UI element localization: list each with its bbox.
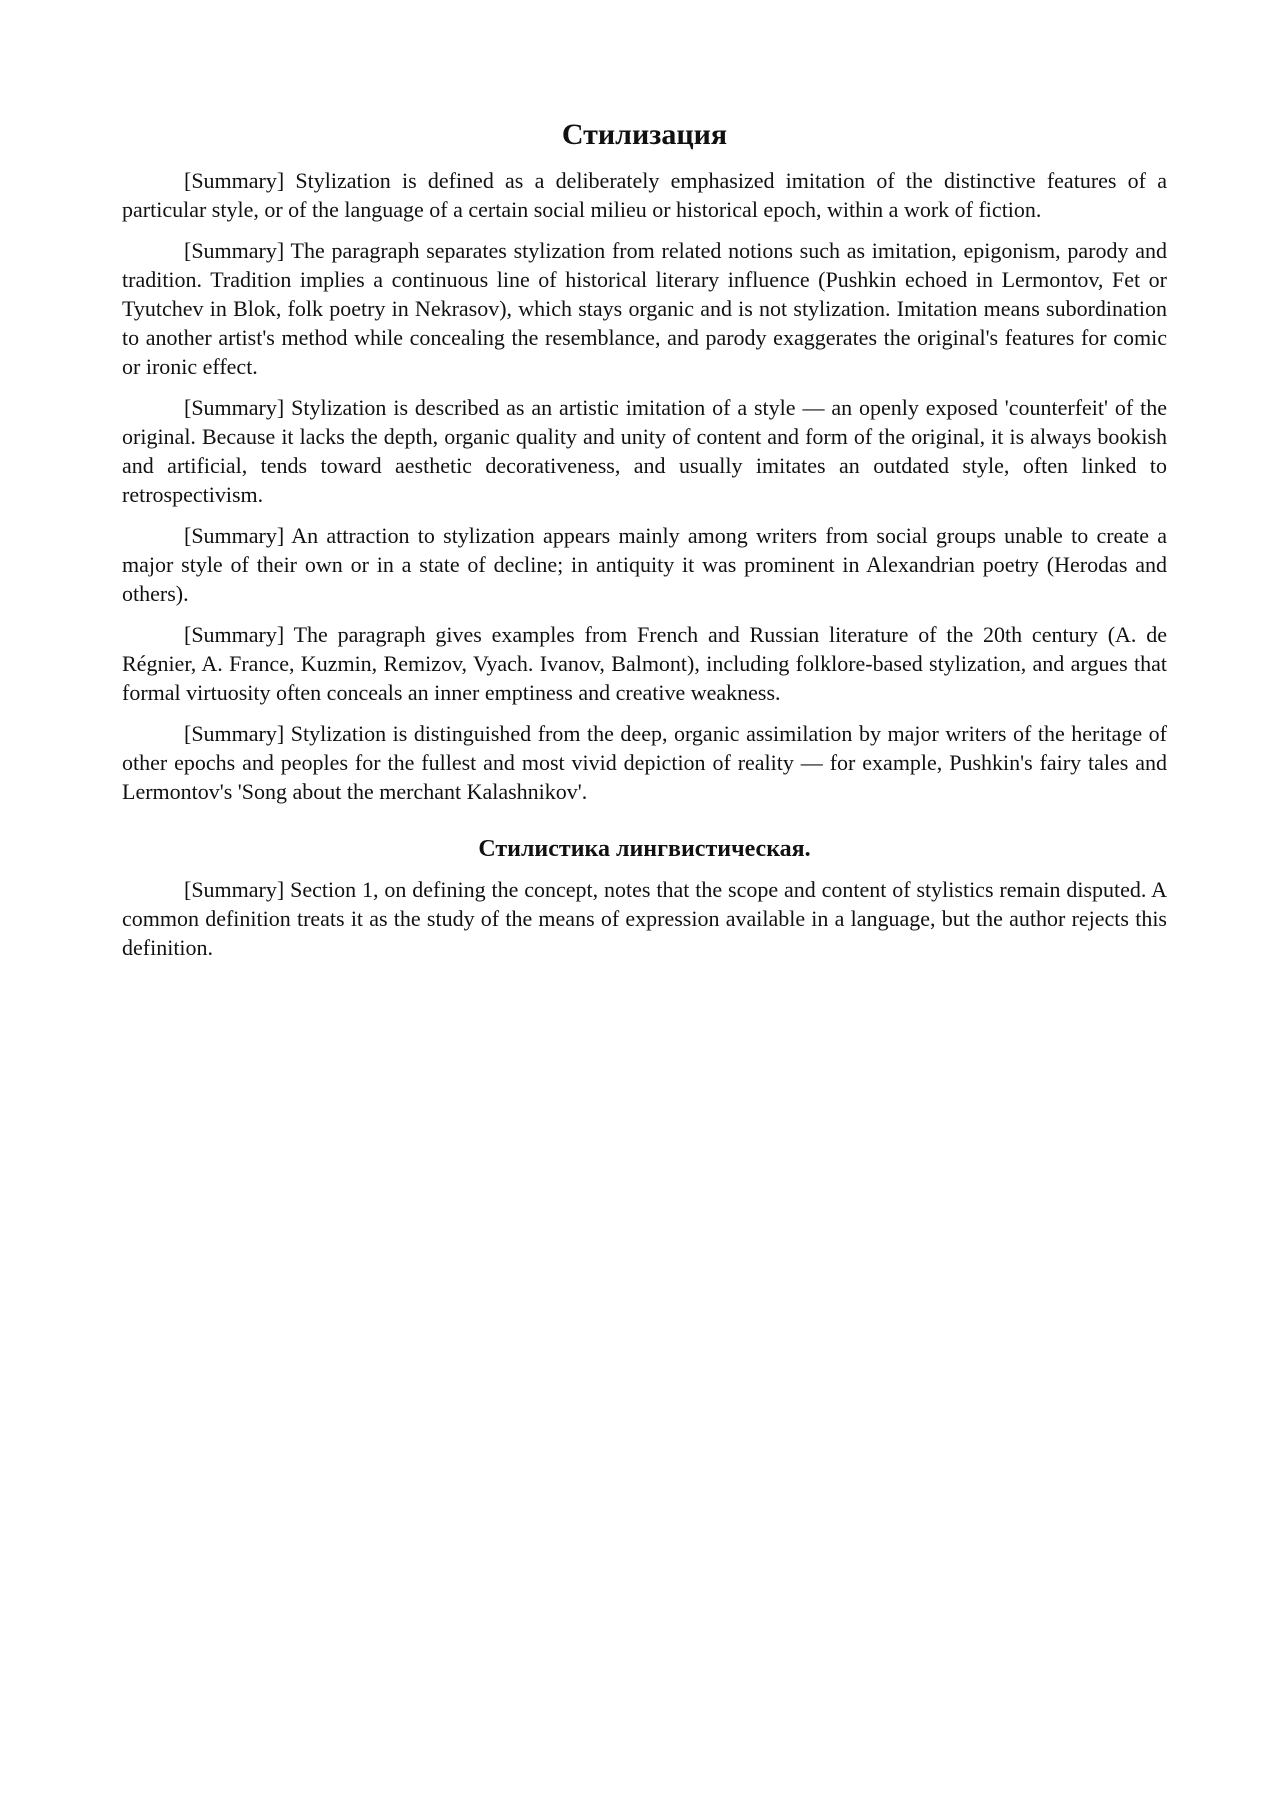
section-paragraph-1: [Summary] Section 1, on defining the concept, notes that the scope and content of stylistics remain disputed. A common definition treats it as the study of the means of expression available in a language, but the author rejects this definition.: [122, 877, 1167, 960]
section-title: Стилистика лингвистическая.: [478, 836, 811, 862]
article-title: Стилизация: [561, 118, 728, 151]
article-paragraph-2: [Summary] The paragraph separates stylization from related notions such as imitation, epigonism, parody and tradition. Tradition implies a continuous line of historical literary influence (Pushkin echoed in Lermontov, Fet or Tyutchev in Blok, folk poetry in Nekrasov), which stays organic and is not stylization. Imitation means subordination to another artist's method while concealing the resemblance, and parody exaggerates the original's features for comic or ironic effect.: [122, 238, 1167, 379]
article-paragraph-6: [Summary] Stylization is distinguished from the deep, organic assimilation by major writers of the heritage of other epochs and peoples for the fullest and most vivid depiction of reality — for example, Pushkin's fairy tales and Lermontov's 'Song about the merchant Kalashnikov'.: [122, 721, 1167, 804]
article-paragraph-3: [Summary] Stylization is described as an artistic imitation of a style — an openly exposed 'counterfeit' of the original. Because it lacks the depth, organic quality and unity of content and form of the original, it is always bookish and artificial, tends toward aesthetic decorativeness, and usually imitates an outdated style, often linked to retrospectivism.: [122, 395, 1167, 507]
article-paragraph-1: [Summary] Stylization is defined as a deliberately emphasized imitation of the distinctive features of a particular style, or of the language of a certain social milieu or historical epoch, within a work of fiction.: [122, 168, 1167, 222]
article-paragraph-4: [Summary] An attraction to stylization appears mainly among writers from social groups unable to create a major style of their own or in a state of decline; in antiquity it was prominent in Alexandrian poetry (Herodas and others).: [122, 523, 1167, 606]
article-paragraph-5: [Summary] The paragraph gives examples from French and Russian literature of the 20th century (A. de Régnier, A. France, Kuzmin, Remizov, Vyach. Ivanov, Balmont), including folklore-based stylization, and argues that formal virtuosity often conceals an inner emptiness and creative weakness.: [122, 622, 1167, 705]
